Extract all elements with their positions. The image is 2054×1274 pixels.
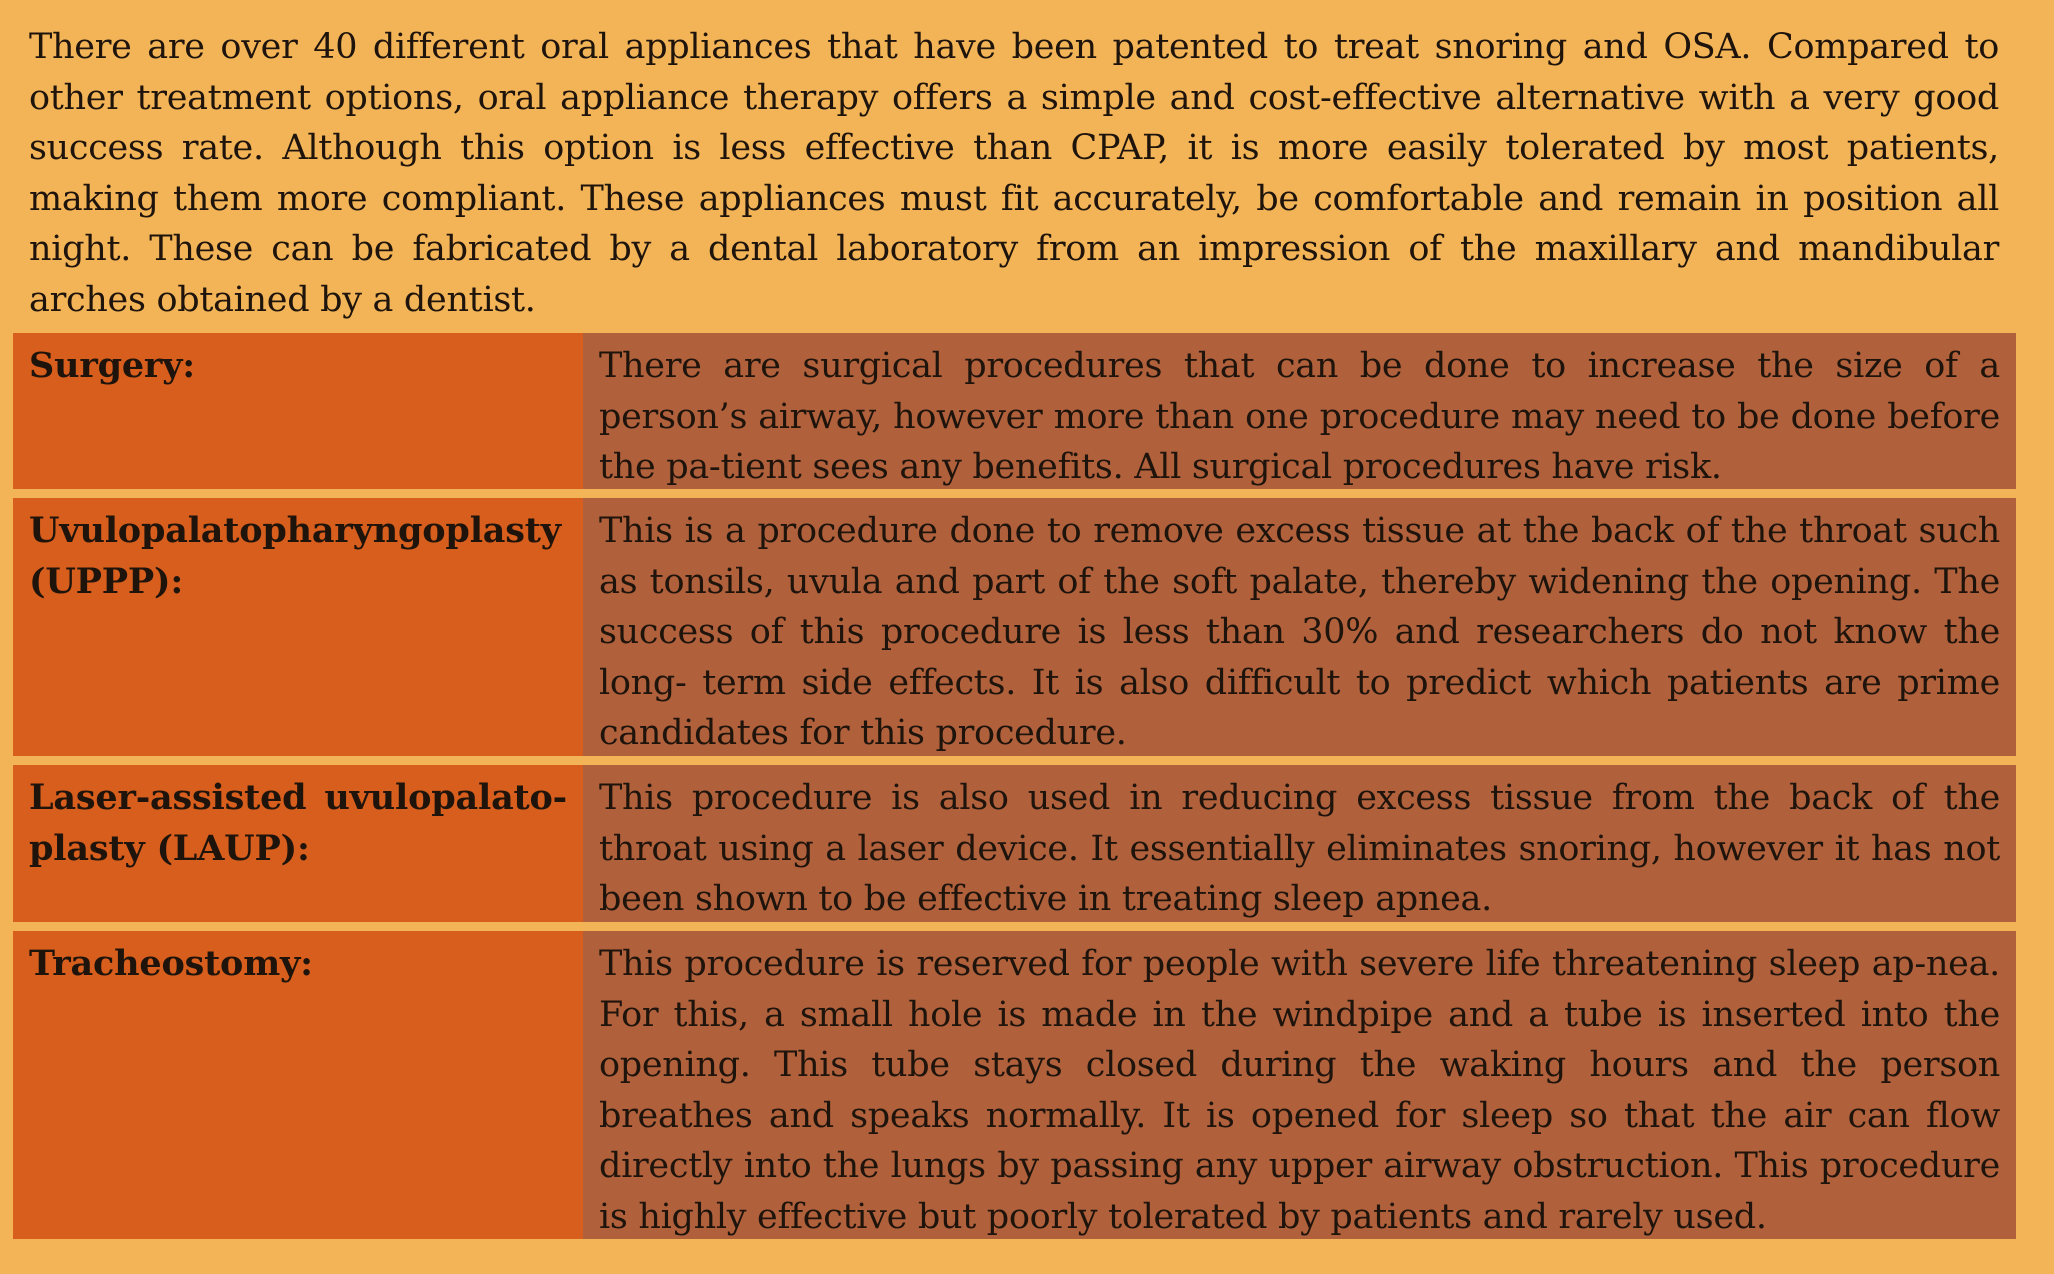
table-row bbox=[13, 498, 2016, 756]
table-row bbox=[13, 931, 2016, 1239]
term-surgery: Surgery: bbox=[13, 333, 583, 489]
treatment-table bbox=[13, 333, 2016, 1239]
table-row bbox=[13, 333, 2016, 489]
table-row bbox=[13, 765, 2016, 922]
intro-paragraph: There are over 40 different oral appliances that have been patented to treat snoring and OSA. Compared to other treatment options, oral appliance therapy offers a simple and cost-effective alternative with a very good success rate. Although this option is less effective than CPAP, it is more easily tolerated by most patients, making them more compliant. These appliances must fit accurately, be comfortable and remain in position all night. These can be fabricated by a dental laboratory from an impression of the maxillary and mandibular arches obtained by a dentist. bbox=[29, 27, 1999, 320]
description-uppp: This is a procedure done to remove excess tissue at the back of the throat such as tonsils, uvula and part of the soft palate, thereby widening the opening. The success of this procedure is less than 30% and researchers do not know the long- term side effects. It is also difficult to predict which patients are prime candidates for this procedure. bbox=[583, 498, 2016, 756]
term-tracheostomy: Tracheostomy: bbox=[13, 931, 583, 1239]
term-uppp: Uvulopalatopharyngoplasty (UPPP): bbox=[13, 498, 583, 756]
term-laup: Laser-assisted uvulopalato-plasty (LAUP): bbox=[13, 765, 583, 922]
description-tracheostomy: This procedure is reserved for people with severe life threatening sleep ap-nea. For this, a small hole is made in the windpipe and a tube is inserted into the opening. This tube stays closed during the waking hours and the person breathes and speaks normally. It is opened for sleep so that the air can flow directly into the lungs by passing any upper airway obstruction. This procedure is highly effective but poorly tolerated by patients and rarely used. bbox=[583, 931, 2016, 1239]
description-surgery: There are surgical procedures that can be done to increase the size of a person’s airway, however more than one procedure may need to be done before the pa-tient sees any benefits. All surgical procedures have risk. bbox=[583, 333, 2016, 489]
description-laup: This procedure is also used in reducing excess tissue from the back of the throat using a laser device. It essentially eliminates snoring, however it has not been shown to be effective in treating sleep apnea. bbox=[583, 765, 2016, 922]
